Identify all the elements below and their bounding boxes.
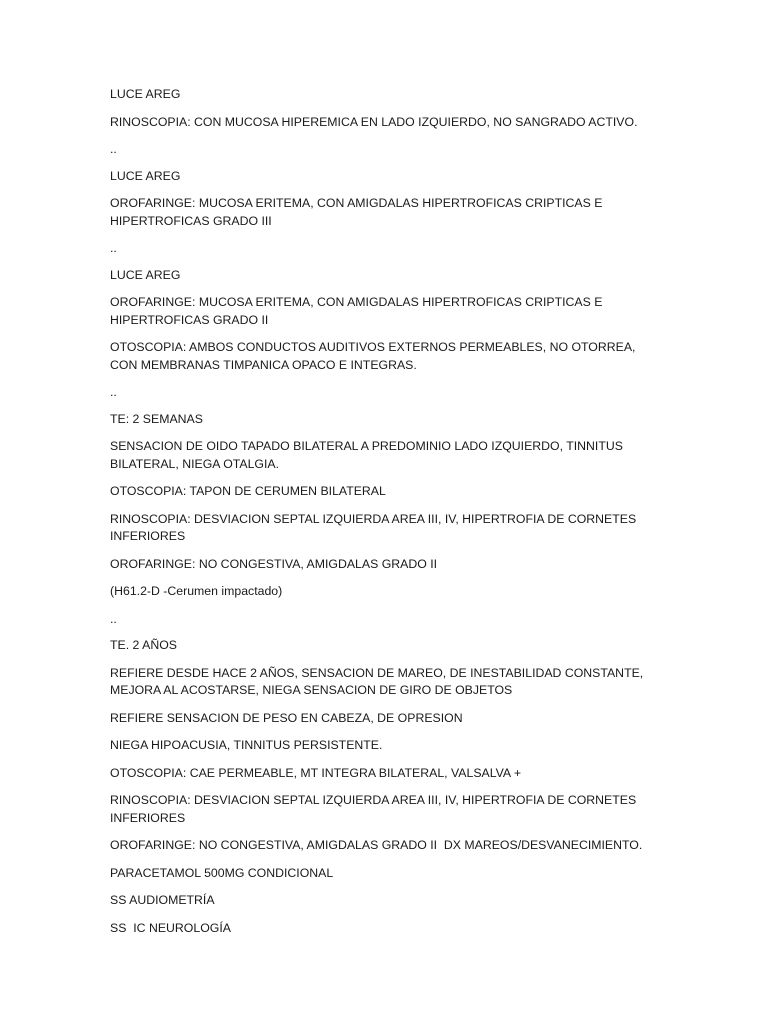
- paragraph: SS AUDIOMETRÍA: [110, 893, 215, 907]
- paragraph: OROFARINGE: MUCOSA ERITEMA, CON AMIGDALAS HIPERTROFICAS CRIPTICAS E HIPERTROFICAS GRADO II: [110, 295, 606, 327]
- paragraph: OTOSCOPIA: AMBOS CONDUCTOS AUDITIVOS EXTERNOS PERMEABLES, NO OTORREA, CON MEMBRANAS TIMPANICA OPACO E INTEGRAS.: [110, 340, 639, 372]
- document-body: [110, 86, 650, 947]
- paragraph: REFIERE SENSACION DE PESO EN CABEZA, DE OPRESION: [110, 710, 463, 725]
- separator-dots: ..: [110, 385, 117, 399]
- paragraph: RINOSCOPIA: DESVIACION SEPTAL IZQUIERDA AREA III, IV, HIPERTROFIA DE CORNETES INFERIORES: [110, 511, 640, 543]
- paragraph: OTOSCOPIA: CAE PERMEABLE, MT INTEGRA BILATERAL, VALSALVA +: [110, 765, 522, 780]
- separator-dots: ..: [110, 142, 117, 156]
- paragraph: OROFARINGE: NO CONGESTIVA, AMIGDALAS GRADO II DX MAREOS/DESVANECIMIENTO.: [110, 838, 643, 852]
- paragraph: LUCE AREG: [110, 168, 181, 183]
- paragraph: LUCE AREG: [110, 87, 181, 101]
- paragraph: (H61.2-D -Cerumen impactado): [110, 584, 283, 598]
- paragraph: TE. 2 AÑOS: [110, 638, 177, 652]
- paragraph: SENSACION DE OIDO TAPADO BILATERAL A PREDOMINIO LADO IZQUIERDO, TINNITUS BILATERAL, NIEGA OTALGIA.: [110, 439, 627, 471]
- paragraph: OTOSCOPIA: TAPON DE CERUMEN BILATERAL: [110, 484, 386, 498]
- paragraph: RINOSCOPIA: CON MUCOSA HIPEREMICA EN LADO IZQUIERDO, NO SANGRADO ACTIVO.: [110, 114, 638, 129]
- paragraph: OROFARINGE: MUCOSA ERITEMA, CON AMIGDALAS HIPERTROFICAS CRIPTICAS E HIPERTROFICAS GRADO III: [110, 196, 606, 228]
- paragraph: LUCE AREG: [110, 267, 181, 282]
- separator-dots: ..: [110, 241, 117, 255]
- paragraph: NIEGA HIPOACUSIA, TINNITUS PERSISTENTE.: [110, 738, 383, 752]
- separator-dots: ..: [110, 611, 117, 626]
- paragraph: RINOSCOPIA: DESVIACION SEPTAL IZQUIERDA AREA III, IV, HIPERTROFIA DE CORNETES INFERIORES: [110, 793, 640, 825]
- paragraph: SS IC NEUROLOGÍA: [110, 920, 231, 935]
- paragraph: TE: 2 SEMANAS: [110, 411, 203, 426]
- paragraph: OROFARINGE: NO CONGESTIVA, AMIGDALAS GRADO II: [110, 556, 438, 571]
- paragraph: PARACETAMOL 500MG CONDICIONAL: [110, 865, 334, 880]
- paragraph: REFIERE DESDE HACE 2 AÑOS, SENSACION DE MAREO, DE INESTABILIDAD CONSTANTE, MEJORA AL ACOSTARSE, NIEGA SENSACION DE GIRO DE OBJETOS: [110, 665, 647, 697]
